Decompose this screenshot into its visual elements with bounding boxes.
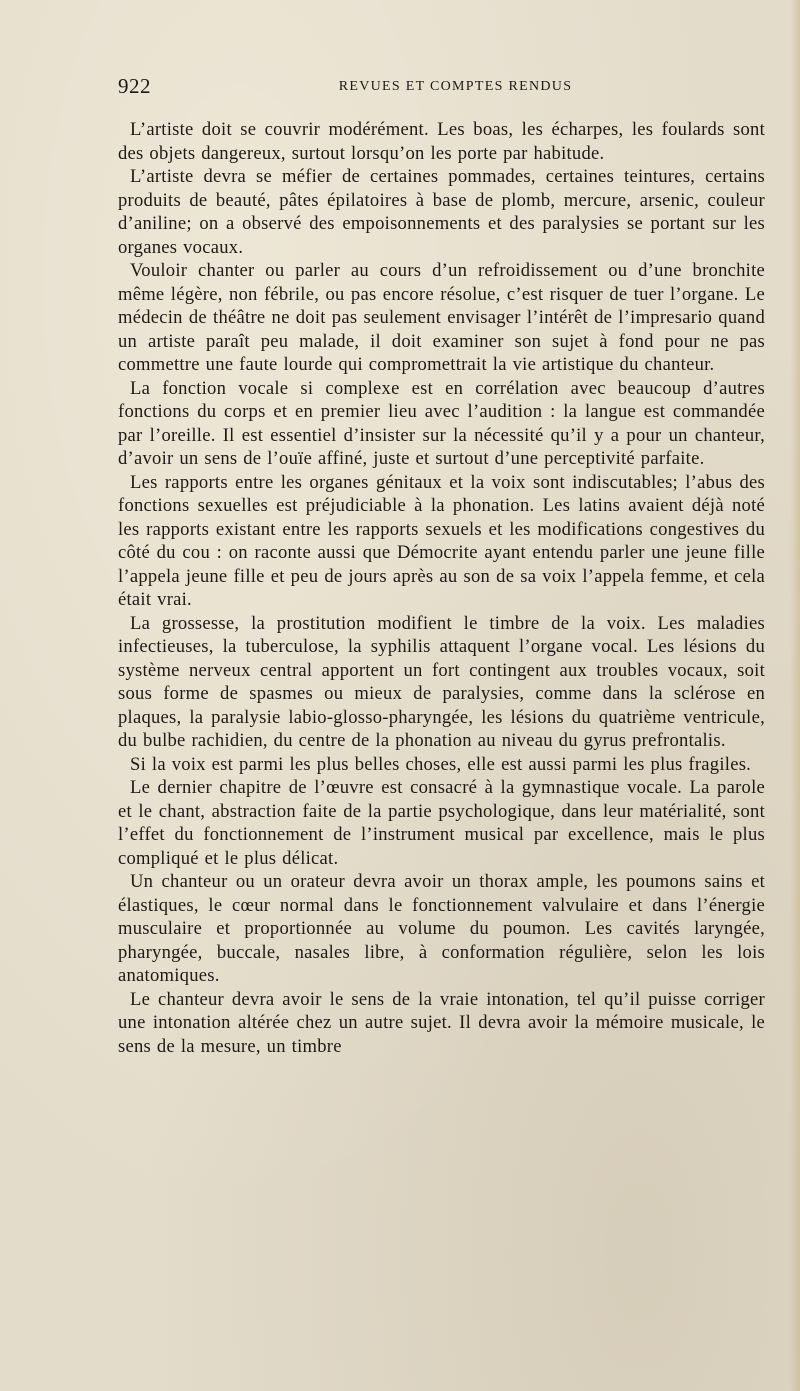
- page-header: [118, 74, 763, 102]
- running-title: REVUES ET COMPTES RENDUS: [338, 79, 573, 94]
- paragraph: Le dernier chapitre de l’œuvre est consacré à la gymnastique vocale. La parole et le chant, abstraction faite de la partie psychologique, dans leur matérialité, sont l’effet du fonctionnement de l’instrument musical par excellence, mais le plus compliqué et le plus délicat.: [118, 777, 765, 869]
- body-text: [118, 118, 765, 1058]
- paragraph: Vouloir chanter ou parler au cours d’un refroidissement ou d’une bronchite même légère, non fébrile, ou pas encore résolue, c’est risquer de tuer l’organe. Le médecin de théâtre ne doit pas seulement envisager l’intérêt de l’impresario quand un artiste paraît peu malade, il doit examiner son sujet à fond pour ne pas commettre une faute lourde qui compromettrait la vie artistique du chanteur.: [118, 260, 765, 375]
- page-number: 922: [118, 74, 151, 98]
- paragraph: La fonction vocale si complexe est en corrélation avec beaucoup d’autres fonctions du corps et en premier lieu avec l’audition : la langue est commandée par l’oreille. Il est essentiel d’insister sur la nécessité qu’il y a pour un chanteur, d’avoir un sens de l’ouïe affiné, juste et surtout d’une perceptivité parfaite.: [118, 377, 765, 469]
- paragraph: Un chanteur ou un orateur devra avoir un thorax ample, les poumons sains et élastiques, le cœur normal dans le fonctionnement valvulaire et dans l’énergie musculaire et proportionnée au volume du poumon. Les cavités laryngée, pharyngée, buccale, nasales libre, à conformation régulière, selon les lois anatomiques.: [118, 871, 765, 986]
- paragraph: La grossesse, la prostitution modifient le timbre de la voix. Les maladies infectieuses, la tuberculose, la syphilis attaquent l’organe vocal. Les lésions du système nerveux central apportent un fort contingent aux troubles vocaux, soit sous forme de spasmes ou mieux de paralysies, comme dans la sclérose en plaques, la paralysie labio-glosso-pharyngée, les lésions du quatrième ventricule, du bulbe rachidien, du centre de la phonation au niveau du gyrus prefrontalis.: [118, 612, 765, 751]
- paragraph: Les rapports entre les organes génitaux et la voix sont indiscutables; l’abus des fonctions sexuelles est préjudiciable à la phonation. Les latins avaient déjà noté les rapports existant entre les rapports sexuels et les modifications congestives du côté du cou : on raconte aussi que Démocrite ayant entendu parler une jeune fille l’appela jeune fille et peu de jours après au son de sa voix l’appela femme, et cela était vrai.: [118, 471, 765, 610]
- paragraph: L’artiste doit se couvrir modérément. Les boas, les écharpes, les foulards sont des objets dangereux, surtout lorsqu’on les porte par habitude.: [118, 119, 765, 164]
- paragraph: Le chanteur devra avoir le sens de la vraie intonation, tel qu’il puisse corriger une intonation altérée chez un autre sujet. Il devra avoir la mémoire musicale, le sens de la mesure, un timbre: [118, 988, 765, 1057]
- paragraph: L’artiste devra se méfier de certaines pommades, certaines teintures, certains produits de beauté, pâtes épilatoires à base de plomb, mercure, arsenic, couleur d’aniline; on a observé des empoisonnements et des paralysies se portant sur les organes vocaux.: [118, 166, 765, 258]
- page-edge-shadow: [790, 0, 800, 1391]
- paragraph: Si la voix est parmi les plus belles choses, elle est aussi parmi les plus fragiles.: [130, 753, 752, 775]
